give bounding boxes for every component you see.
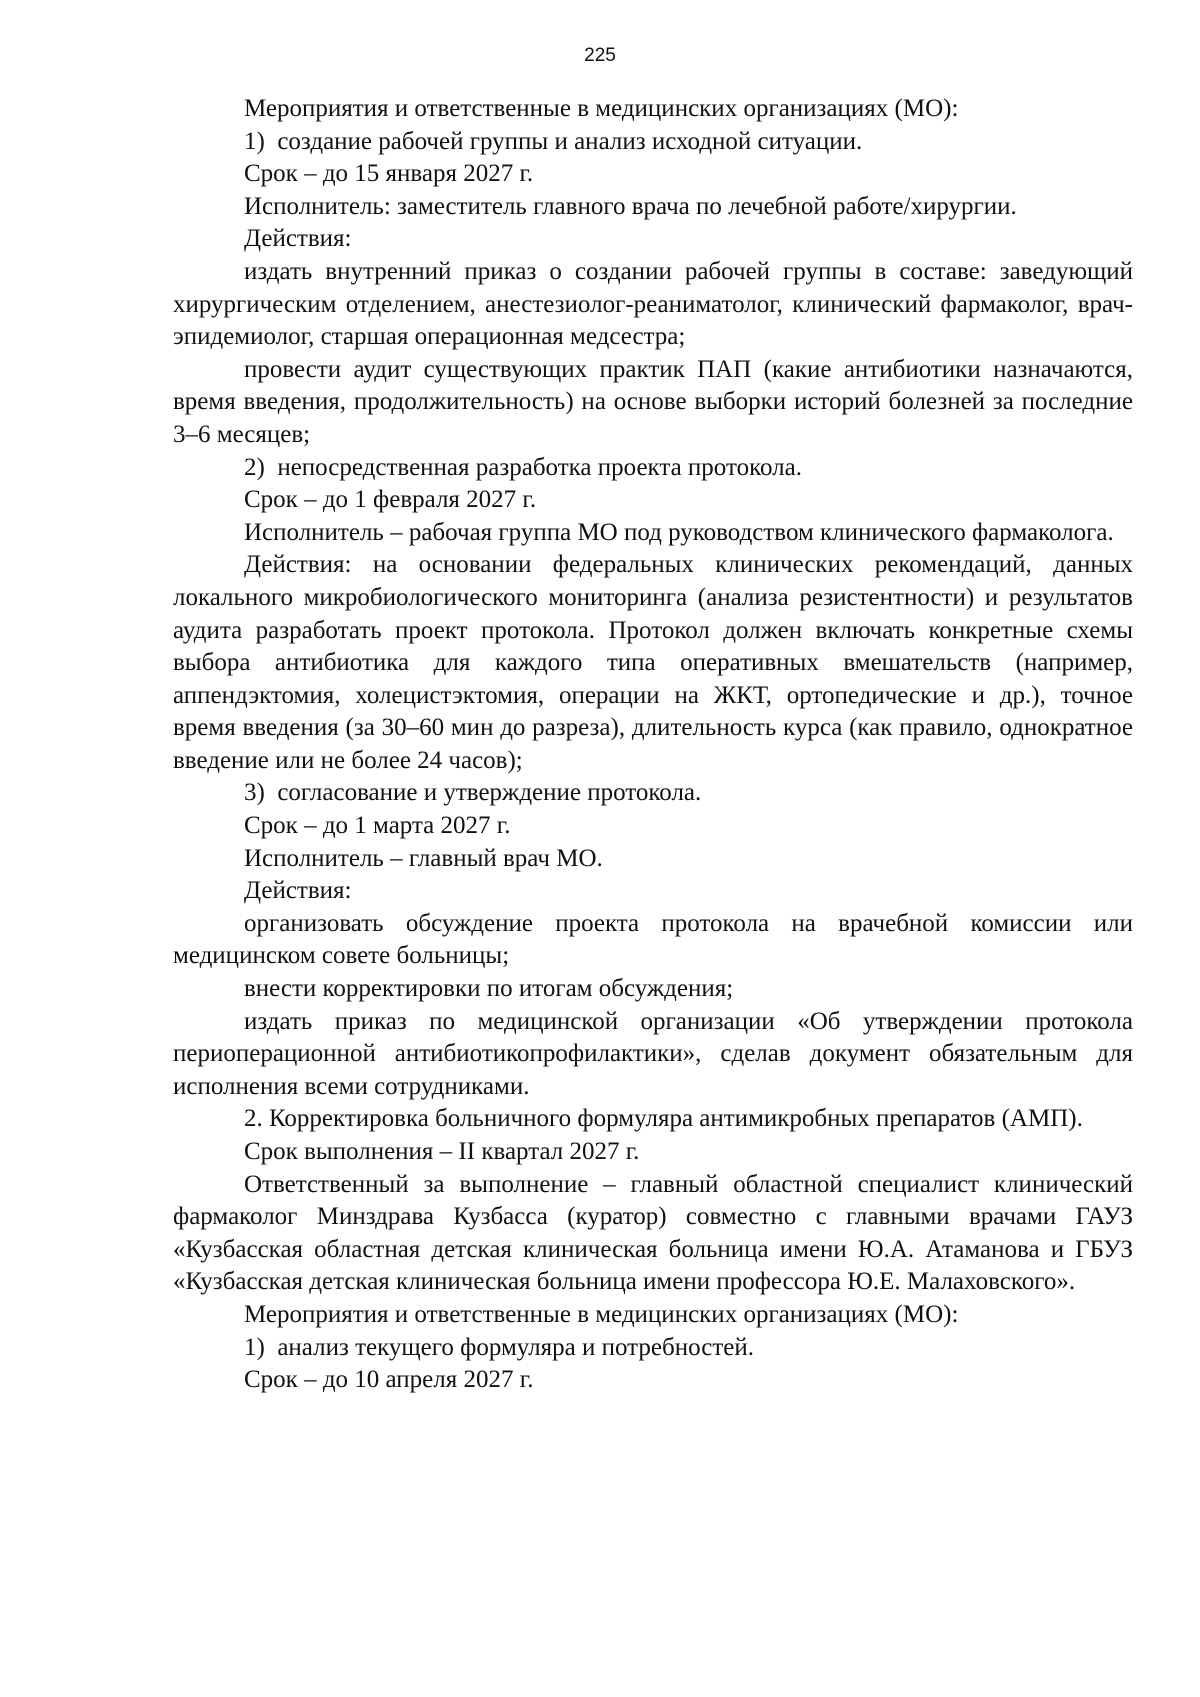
paragraph: Исполнитель – главный врач МО. [244,844,603,872]
paragraph: Срок – до 10 апреля 2027 г. [244,1366,534,1394]
page-number: 225 [584,45,616,66]
paragraph: Мероприятия и ответственные в медицинских организациях (МО): [244,95,959,122]
document-body [173,93,1140,1397]
paragraph: издать приказ по медицинской организации «Об утверждении протокола периоперационной антибиотикопрофилактики», сделав документ обязательным для исполнения всеми сотрудниками. [173,1007,1140,1100]
paragraph: внести корректировки по итогам обсуждения; [244,975,734,1003]
paragraph: Срок – до 15 января 2027 г. [244,160,534,188]
paragraph: Исполнитель – рабочая группа МО под руководством клинического фармаколога. [244,518,1114,546]
paragraph: Ответственный за выполнение – главный областной специалист клинический фармаколог Минздрава Кузбасса (куратор) совместно с главными врачами ГАУЗ «Кузбасская областная детская клиническая больница имени Ю.А. Атаманова и ГБУЗ «Кузбасская детская клиническая больница имени профессора Ю.Е. Малаховского». [173,1170,1140,1296]
paragraph: 2) непосредственная разработка проекта протокола. [244,453,802,481]
paragraph: 1) создание рабочей группы и анализ исходной ситуации. [244,127,863,155]
paragraph: Мероприятия и ответственные в медицинских организациях (МО): [244,1300,959,1328]
paragraph: 1) анализ текущего формуляра и потребностей. [244,1333,754,1361]
paragraph: Срок – до 1 марта 2027 г. [244,812,511,840]
paragraph: провести аудит существующих практик ПАП (какие антибиотики назначаются, время введения, продолжительность) на основе выборки историй болезней за последние 3–6 месяцев; [173,355,1140,448]
paragraph: Действия: [244,877,352,905]
paragraph: издать внутренний приказ о создании рабочей группы в составе: заведующий хирургическим отделением, анестезиолог-реаниматолог, клинический фармаколог, врач-эпидемиолог, старшая операционная медсестра; [173,257,1140,351]
paragraph: 3) согласование и утверждение протокола. [244,779,702,807]
paragraph: Срок – до 1 февраля 2027 г. [244,486,537,514]
paragraph: Действия: на основании федеральных клинических рекомендаций, данных локального микробиологического мониторинга (анализа резистентности) и результатов аудита разработать проект протокола. Протокол должен включать конкретные схемы выбора антибиотика для каждого типа оперативных вмешательств (например, аппендэктомия, холецистэктомия, операции на ЖКТ, ортопедические и др.), точное время введения (за 30–60 мин до разреза), длительность курса (как правило, однократное введение или не более 24 часов); [173,551,1140,774]
paragraph: Исполнитель: заместитель главного врача по лечебной работе/хирургии. [244,192,1017,220]
paragraph: Срок выполнения – II квартал 2027 г. [244,1138,640,1165]
paragraph: Действия: [244,225,352,253]
paragraph: 2. Корректировка больничного формуляра антимикробных препаратов (АМП). [244,1105,1083,1133]
paragraph: организовать обсуждение проекта протокола на врачебной комиссии или медицинском совете больницы; [173,909,1140,970]
